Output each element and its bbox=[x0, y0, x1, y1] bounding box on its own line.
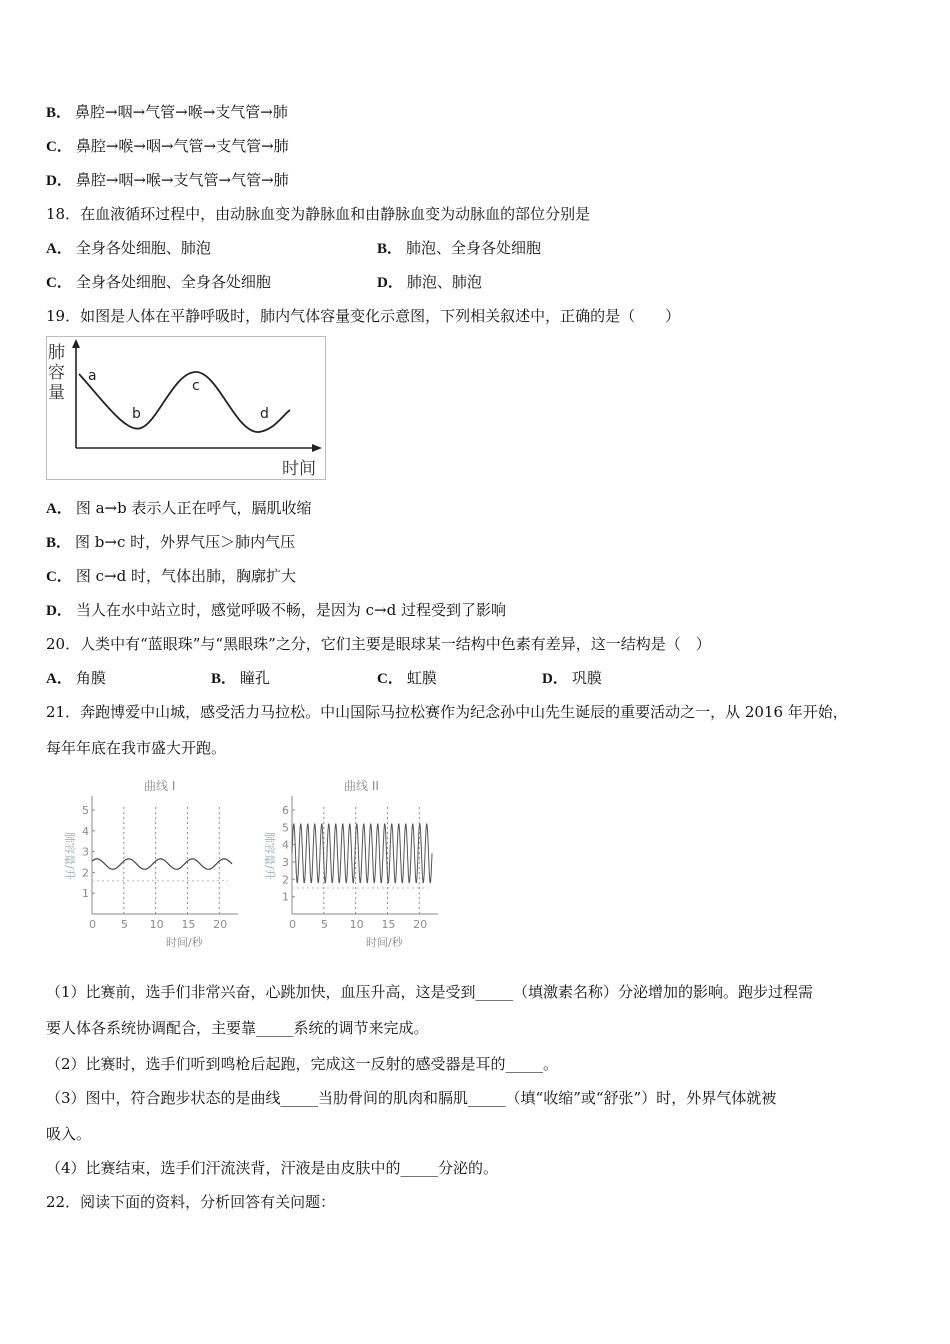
y-tick-label: 5 bbox=[82, 804, 89, 817]
q20-option-c bbox=[377, 668, 437, 689]
point-label-d: d bbox=[260, 406, 269, 422]
y-tick-label: 1 bbox=[82, 887, 89, 901]
q19-stem: 19．如图是人体在平静呼吸时，肺内气体容量变化示意图，下列相关叙述中，正确的是（ ） bbox=[46, 307, 681, 325]
q20-stem: 20．人类中有“蓝眼珠”与“黑眼珠”之分，它们主要是眼球某一结构中色素有差异，这一结构是（ ） bbox=[46, 635, 711, 653]
y-tick-label: 6 bbox=[282, 804, 289, 817]
option-letter: A． bbox=[46, 241, 72, 257]
q17-option-b bbox=[46, 102, 288, 123]
option-text: 鼻腔→咽→喉→支气管→气管→肺 bbox=[75, 171, 289, 189]
lung-volume-curve bbox=[79, 372, 290, 432]
y-tick-label: 1 bbox=[282, 890, 289, 904]
q20-option-b bbox=[211, 668, 270, 689]
svg-text:容: 容 bbox=[48, 363, 65, 383]
option-text: 图 c→d 时，气体出肺，胸廓扩大 bbox=[75, 567, 296, 585]
x-tick-label: 15 bbox=[181, 918, 196, 931]
option-text: 鼻腔→咽→气管→喉→支气管→肺 bbox=[75, 103, 288, 121]
x-tick-label: 10 bbox=[149, 918, 164, 931]
x-axis-label: 时间/秒 bbox=[166, 936, 203, 949]
x-tick-label: 0 bbox=[289, 918, 296, 931]
chart-curve-2 bbox=[256, 770, 446, 950]
y-tick-label: 4 bbox=[282, 838, 289, 852]
option-letter: D． bbox=[46, 603, 72, 619]
option-letter: D． bbox=[46, 173, 72, 189]
y-tick-label: 4 bbox=[82, 824, 89, 838]
x-axis-label: 时间 bbox=[282, 459, 316, 479]
option-letter: B． bbox=[211, 671, 237, 687]
option-letter: B． bbox=[46, 535, 72, 551]
x-tick-label: 20 bbox=[213, 918, 228, 931]
q19-option-b bbox=[46, 532, 295, 553]
option-letter: C． bbox=[46, 569, 72, 585]
point-label-b: b bbox=[132, 406, 141, 422]
option-letter: C． bbox=[46, 275, 72, 291]
q18-option-b bbox=[377, 238, 541, 259]
x-tick-label: 10 bbox=[349, 918, 364, 931]
q19-option-d bbox=[46, 600, 506, 621]
q21-stem-line1: 21．奔跑博爱中山城，感受活力马拉松。中山国际马拉松赛作为纪念孙中山先生诞辰的重要活动之一，从 2016 年开始， bbox=[46, 703, 848, 721]
x-tick-label: 15 bbox=[381, 918, 396, 931]
option-text: 图 a→b 表示人正在呼气，膈肌收缩 bbox=[75, 499, 312, 517]
q21-part4: （4）比赛结束，选手们汗流浃背，汗液是由皮肤中的_____分泌的。 bbox=[46, 1159, 499, 1177]
x-tick-label: 5 bbox=[320, 918, 328, 931]
q20-option-d bbox=[542, 668, 602, 689]
q21-part1-line2: 要人体各系统协调配合，主要靠_____系统的调节来完成。 bbox=[46, 1019, 429, 1037]
x-axis-label: 时间/秒 bbox=[366, 936, 403, 949]
q18-option-d bbox=[377, 272, 482, 293]
svg-text:肺: 肺 bbox=[48, 343, 65, 363]
option-letter: D． bbox=[542, 671, 568, 687]
q21-stem-line2: 每年年底在我市盛大开跑。 bbox=[46, 739, 227, 757]
option-text: 图 b→c 时，外界气压＞肺内气压 bbox=[75, 533, 296, 551]
chart-curve-1 bbox=[56, 770, 246, 950]
x-tick-label: 20 bbox=[413, 918, 428, 931]
option-text: 全身各处细胞、全身各处细胞 bbox=[75, 273, 271, 291]
option-text: 当人在水中站立时，感觉呼吸不畅，是因为 c→d 过程受到了影响 bbox=[75, 601, 506, 619]
y-tick-label: 2 bbox=[82, 866, 89, 880]
y-tick-label: 2 bbox=[282, 873, 289, 887]
option-text: 巩膜 bbox=[571, 669, 602, 687]
y-axis-arrow-icon bbox=[72, 339, 80, 348]
series-line bbox=[92, 859, 232, 869]
lung-volume-figure bbox=[46, 336, 326, 480]
y-tick-label: 3 bbox=[282, 856, 289, 869]
option-letter: B． bbox=[46, 105, 72, 121]
q22-stem: 22．阅读下面的资料，分析回答有关问题： bbox=[46, 1193, 336, 1211]
option-text: 肺泡、全身各处细胞 bbox=[406, 239, 542, 257]
x-tick-label: 5 bbox=[120, 918, 128, 931]
q17-option-c bbox=[46, 136, 289, 157]
q20-option-a bbox=[46, 668, 106, 689]
y-axis-label bbox=[48, 343, 65, 403]
y-tick-label: 5 bbox=[282, 821, 289, 835]
svg-text:量: 量 bbox=[48, 383, 65, 403]
chart-title: 曲线 I bbox=[144, 779, 176, 793]
option-text: 虹膜 bbox=[406, 669, 437, 687]
q19-option-a bbox=[46, 498, 312, 519]
q21-part1-line1: （1）比赛前，选手们非常兴奋，心跳加快，血压升高，这是受到_____（填激素名称）分泌增加的影响。跑步过程需 bbox=[46, 983, 814, 1001]
option-text: 角膜 bbox=[75, 669, 106, 687]
option-text: 肺泡、肺泡 bbox=[406, 273, 482, 291]
option-text: 鼻腔→喉→咽→气管→支气管→肺 bbox=[75, 137, 289, 155]
q18-stem: 18．在血液循环过程中，由动脉血变为静脉血和由静脉血变为动脉血的部位分别是 bbox=[46, 205, 591, 223]
option-text: 瞳孔 bbox=[240, 669, 271, 687]
point-label-a: a bbox=[88, 368, 97, 384]
option-letter: A． bbox=[46, 671, 72, 687]
q18-option-c bbox=[46, 272, 271, 293]
q18-option-a bbox=[46, 238, 211, 259]
x-axis-arrow-icon bbox=[312, 444, 322, 452]
point-label-c: c bbox=[192, 378, 200, 394]
series-line bbox=[292, 824, 432, 883]
q21-part3-line1: （3）图中，符合跑步状态的是曲线_____当肋骨间的肌肉和膈肌_____（填“收缩”或“舒张”）时，外界气体就被 bbox=[46, 1089, 777, 1107]
option-letter: D． bbox=[377, 275, 403, 291]
q17-option-d bbox=[46, 170, 289, 191]
q21-part3-line2: 吸入。 bbox=[46, 1125, 92, 1143]
x-tick-label: 0 bbox=[89, 918, 96, 931]
y-axis-label: 肺容量/升 bbox=[63, 832, 76, 880]
y-axis-label: 肺容量/升 bbox=[263, 832, 276, 880]
option-letter: A． bbox=[46, 501, 72, 517]
option-text: 全身各处细胞、肺泡 bbox=[75, 239, 211, 257]
option-letter: C． bbox=[377, 671, 403, 687]
q21-part2: （2）比赛时，选手们听到鸣枪后起跑，完成这一反射的感受器是耳的_____。 bbox=[46, 1055, 559, 1073]
option-letter: B． bbox=[377, 241, 403, 257]
chart-title: 曲线 II bbox=[344, 779, 379, 793]
option-letter: C． bbox=[46, 139, 72, 155]
y-tick-label: 3 bbox=[82, 845, 89, 859]
q19-option-c bbox=[46, 566, 296, 587]
